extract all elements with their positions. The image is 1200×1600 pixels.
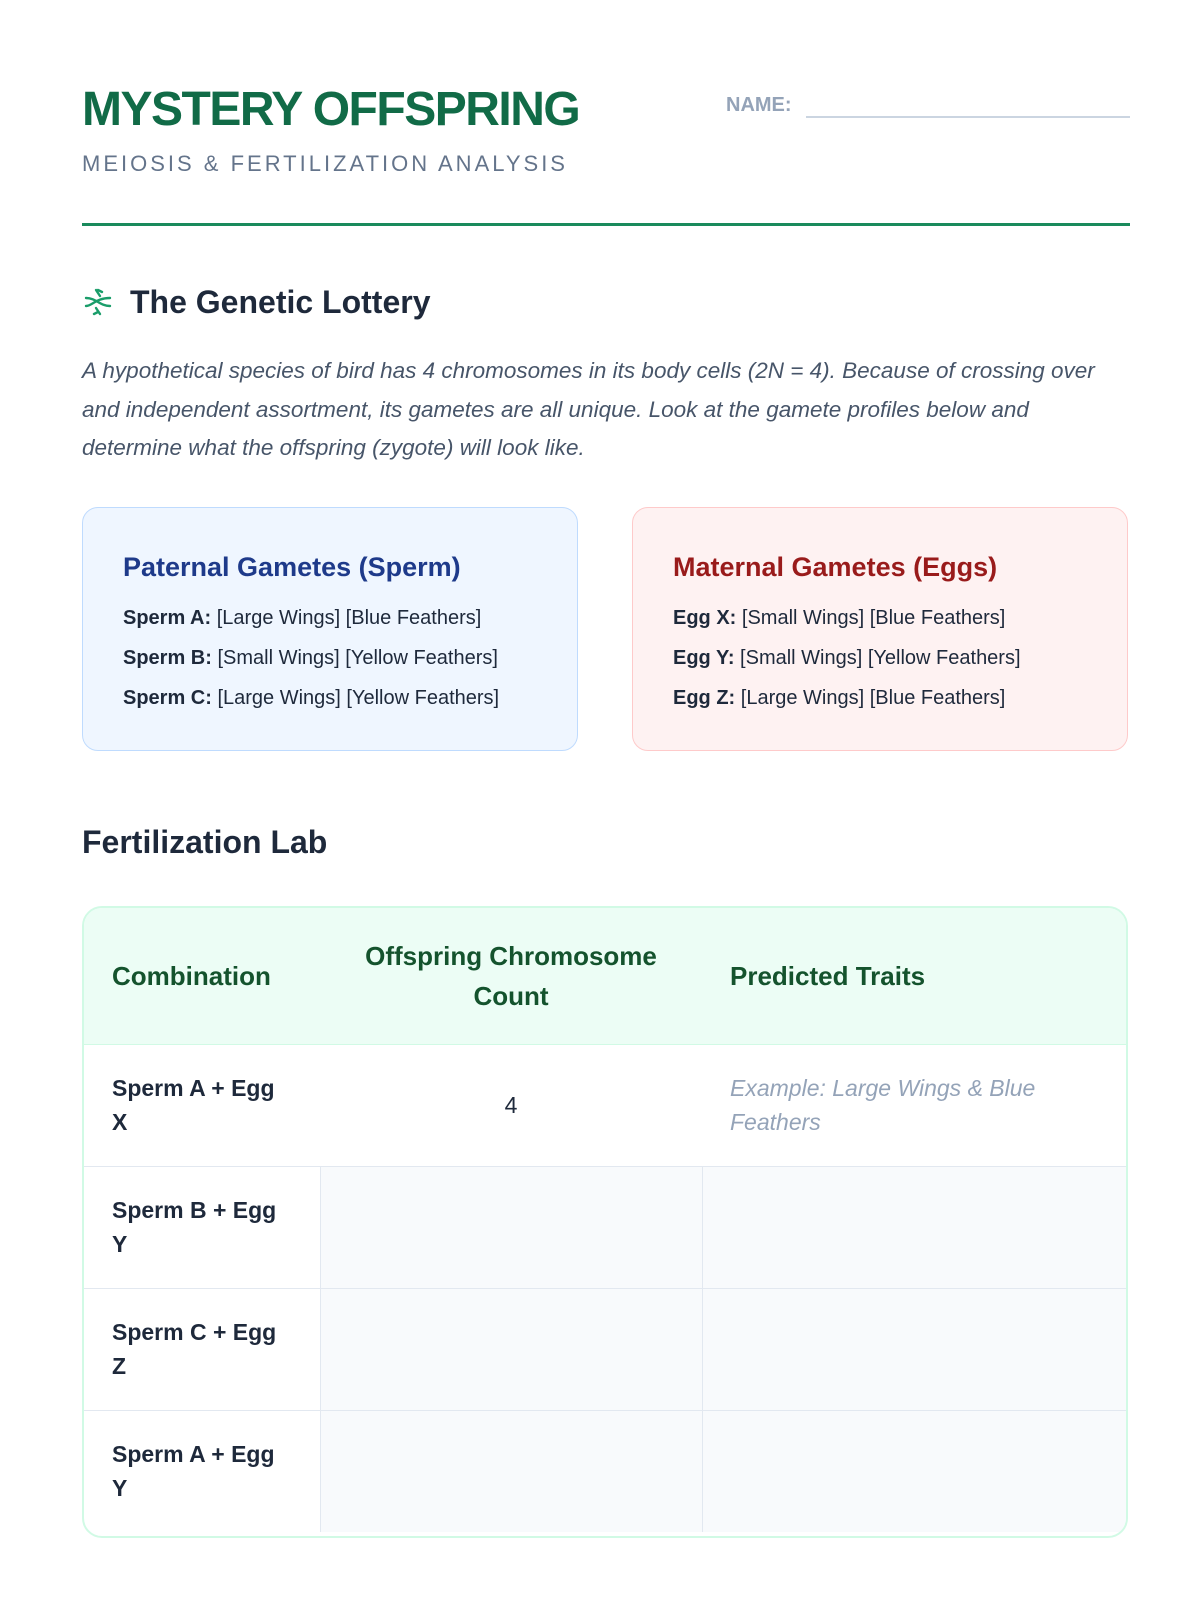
gamete-traits: [Small Wings] [Yellow Feathers] [217,647,498,669]
chromosome-count-cell[interactable] [320,1166,702,1288]
chromosome-count-cell[interactable] [320,1410,702,1532]
name-label: NAME: [726,94,792,116]
combination-cell: Sperm A + Egg X [112,1075,275,1135]
gamete-traits: [Large Wings] [Blue Feathers] [740,687,1006,709]
gamete-row [123,678,537,718]
column-header: Combination [84,908,320,1044]
name-area [726,88,1130,118]
gamete-label: Sperm B: [123,647,212,669]
gamete-row [123,638,537,678]
gamete-label: Egg Z: [673,687,736,709]
section-title: The Genetic Lottery [130,284,431,320]
paternal-card-title: Paternal Gametes (Sperm) [123,552,461,582]
predicted-traits-cell[interactable] [702,1288,1126,1410]
table-row [84,1166,1126,1288]
column-header: Offspring Chromosome Count [320,908,702,1044]
chromosome-count-cell[interactable] [320,1288,702,1410]
maternal-card-title: Maternal Gametes (Eggs) [673,552,998,582]
chromosome-count-cell: 4 [504,1091,518,1118]
intro-paragraph: A hypothetical species of bird has 4 chromosomes in its body cells (2N = 4). Because of crossing over and independent assortment, its gametes are all unique. Look at the gamete profiles below and determine what the offspring (zygote) will look like. [82,358,1095,460]
gamete-label: Egg Y: [673,647,735,669]
gamete-traits: [Small Wings] [Blue Feathers] [741,607,1006,629]
column-header: Predicted Traits [702,908,1126,1044]
predicted-traits-cell: Example: Large Wings & Blue Feathers [730,1075,1036,1135]
table-row [84,1044,1126,1166]
predicted-traits-cell[interactable] [702,1410,1126,1532]
gamete-traits: [Large Wings] [Blue Feathers] [216,607,482,629]
table-row [84,1288,1126,1410]
combination-cell: Sperm A + Egg Y [84,1410,320,1532]
gamete-row [673,638,1087,678]
page-subtitle: MEIOSIS & FERTILIZATION ANALYSIS [82,151,568,176]
gamete-label: Sperm A: [123,607,212,629]
page-header [82,82,1130,226]
dna-icon [82,286,114,318]
maternal-gametes-card [632,507,1128,751]
fertilization-table [82,906,1128,1538]
gamete-label: Egg X: [673,607,737,629]
gamete-row [673,678,1087,718]
paternal-gametes-card [82,507,578,751]
combination-cell: Sperm C + Egg Z [84,1288,320,1410]
gamete-row [673,598,1087,638]
section-heading [82,282,431,322]
predicted-traits-cell[interactable] [702,1166,1126,1288]
table-header-row [84,908,1126,1044]
gamete-label: Sperm C: [123,687,212,709]
table-row [84,1410,1126,1532]
gamete-traits: [Small Wings] [Yellow Feathers] [740,647,1021,669]
lab-title: Fertilization Lab [82,824,328,860]
name-field[interactable] [806,88,1130,118]
page-title: MYSTERY OFFSPRING [82,83,580,136]
gamete-traits: [Large Wings] [Yellow Feathers] [217,687,500,709]
gamete-row [123,598,537,638]
combination-cell: Sperm B + Egg Y [84,1166,320,1288]
